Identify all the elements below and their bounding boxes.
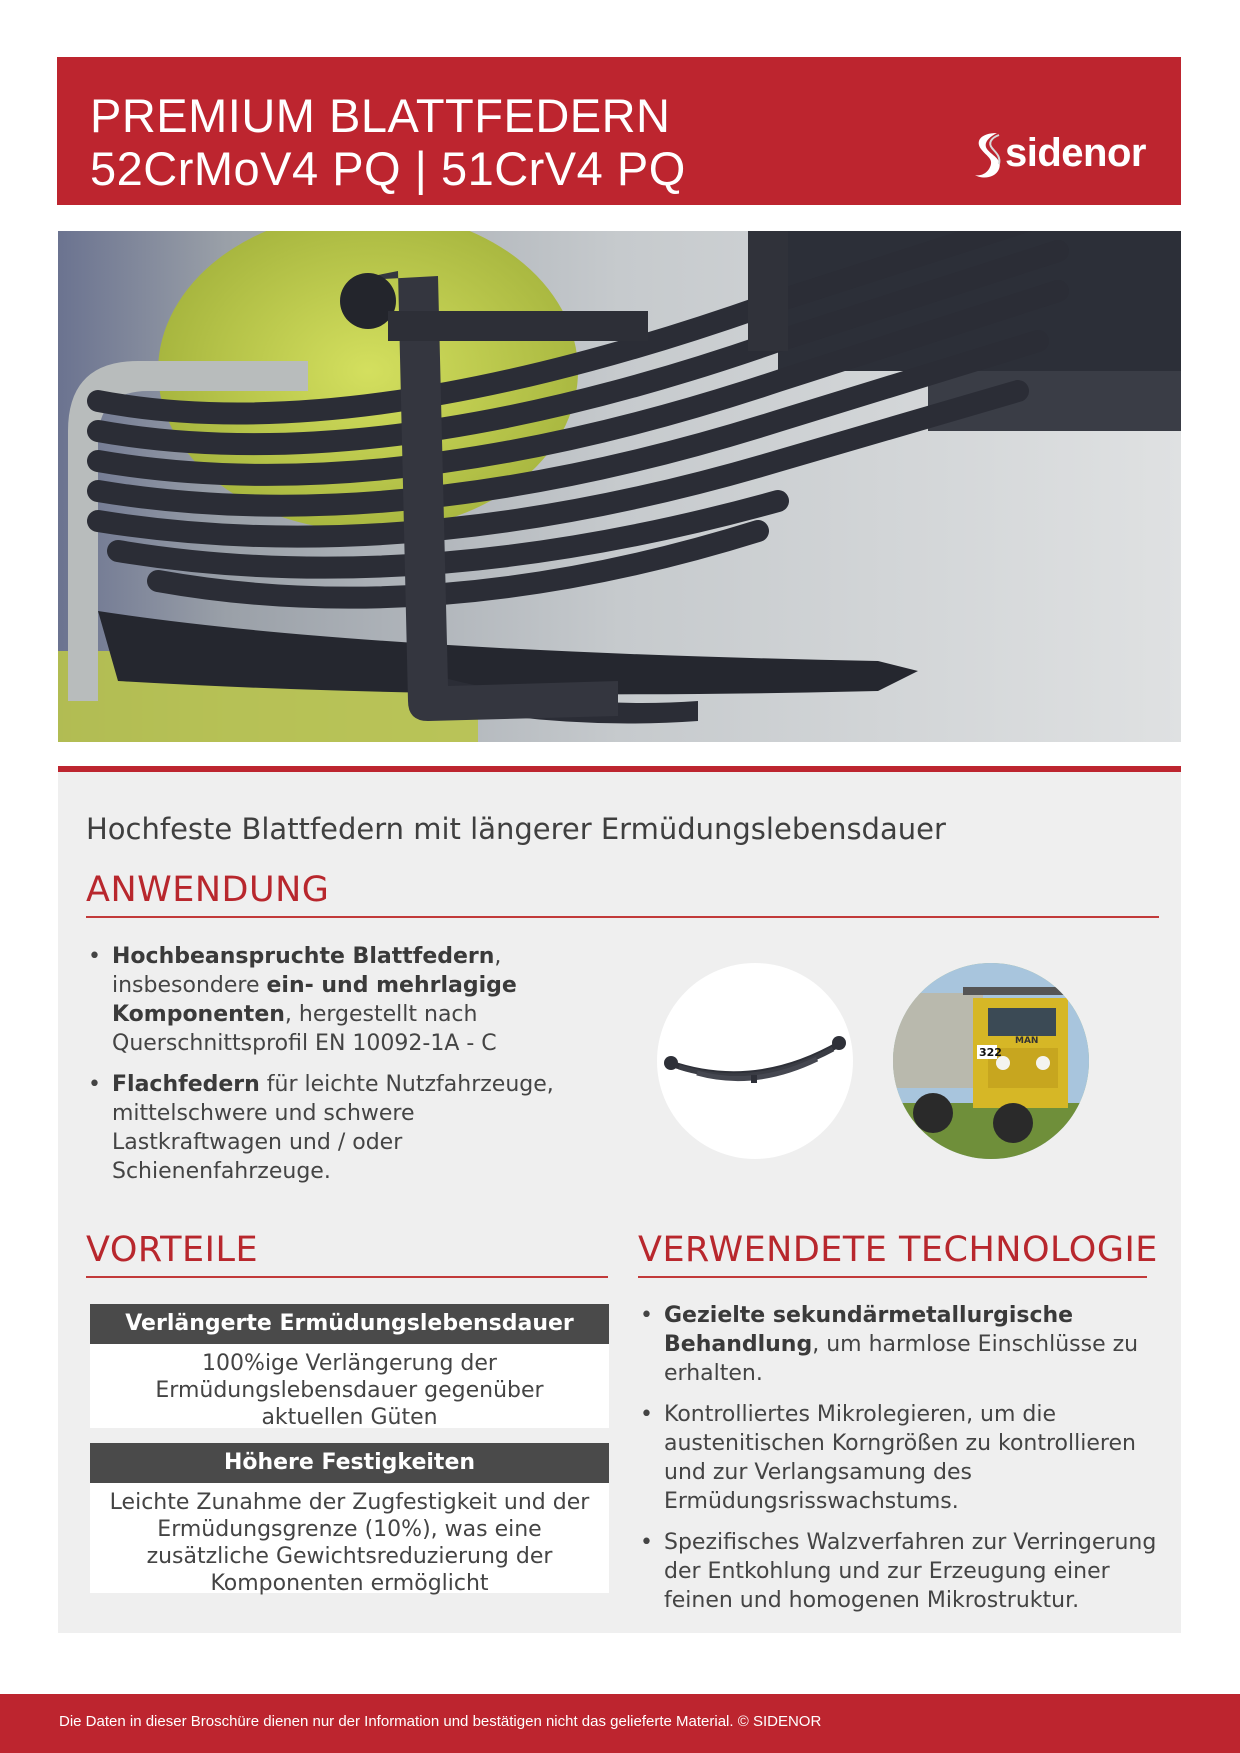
technologie-rule — [638, 1276, 1147, 1278]
anwendung-item-text: , insbesondere — [112, 944, 502, 998]
hero-photo-leaf-spring — [58, 231, 1181, 742]
vorteile-heading: VORTEILE — [86, 1230, 259, 1270]
technologie-item-text: Spezifisches Walzverfahren zur Verringerung der Entkohlung und zur Erzeugung einer feinen und homogenen Mikrostruktur. — [664, 1530, 1157, 1613]
page-subtitle: Hochfeste Blattfedern mit längerer Ermüdungslebensdauer — [86, 812, 946, 846]
anwendung-item — [112, 942, 582, 1058]
footer-disclaimer: Die Daten in dieser Broschüre dienen nur der Information und bestätigen nicht das gelieferte Material. © SIDENOR — [59, 1713, 822, 1730]
anwendung-heading: ANWENDUNG — [86, 870, 330, 910]
anwendung-item — [112, 1070, 582, 1186]
anwendung-item-text: für leichte Nutzfahrzeuge, mittelschwere und schwere Lastkraftwagen und / oder Schienenfahrzeuge. — [112, 1072, 554, 1184]
title-line-1: PREMIUM BLATTFEDERN — [90, 89, 671, 142]
truck-number-label: 322 — [979, 1046, 1002, 1059]
anwendung-rule — [86, 916, 1159, 918]
technologie-list — [638, 1301, 1170, 1627]
technologie-item-bold: Gezielte sekundärmetallurgische Behandlung — [664, 1303, 1074, 1357]
anwendung-item-bold: Hochbeanspruchte Blattfedern — [112, 944, 495, 969]
leaf-spring-product-image — [657, 963, 853, 1159]
technologie-item — [664, 1528, 1170, 1615]
title-line-2: 52CrMoV4 PQ | 51CrV4 PQ — [90, 142, 686, 195]
technologie-heading: VERWENDETE TECHNOLOGIE — [638, 1230, 1158, 1270]
vorteil-box-1-body: 100%ige Verlängerung der Ermüdungslebensdauer gegenüber aktuellen Güten — [90, 1344, 609, 1428]
technologie-item — [664, 1301, 1170, 1388]
footer-bar — [0, 1694, 1240, 1753]
technologie-item-text: , um harmlose Einschlüsse zu erhalten. — [664, 1332, 1139, 1386]
sidenor-logo — [971, 129, 1146, 181]
vorteil-box-2-heading: Höhere Festigkeiten — [90, 1443, 609, 1483]
anwendung-list — [86, 942, 582, 1198]
header-banner — [57, 57, 1181, 205]
vorteil-box-2-body: Leichte Zunahme der Zugfestigkeit und der Ermüdungsgrenze (10%), was eine zusätzliche Gewichtsreduzierung der Komponenten ermöglicht — [90, 1483, 609, 1593]
technologie-item — [664, 1400, 1170, 1516]
anwendung-item-bold: ein- und mehrlagige Komponenten — [112, 973, 517, 1027]
anwendung-item-bold: Flachfedern — [112, 1072, 260, 1097]
sidenor-logo-mark-icon — [971, 129, 1005, 181]
logo-wordmark: sidenor — [1005, 131, 1146, 175]
rally-truck-image — [893, 963, 1089, 1159]
vorteil-box-1-heading: Verlängerte Ermüdungslebensdauer — [90, 1304, 609, 1344]
truck-brand-label: MAN — [1015, 1036, 1039, 1046]
anwendung-item-text: , hergestellt nach Querschnittsprofil EN 10092-1A - C — [112, 1002, 497, 1056]
vorteile-rule — [86, 1276, 608, 1278]
technologie-item-text: Kontrolliertes Mikrolegieren, um die austenitischen Korngrößen zu kontrollieren und zur Verlangsamung des Ermüdungsrisswachstums. — [664, 1402, 1136, 1514]
